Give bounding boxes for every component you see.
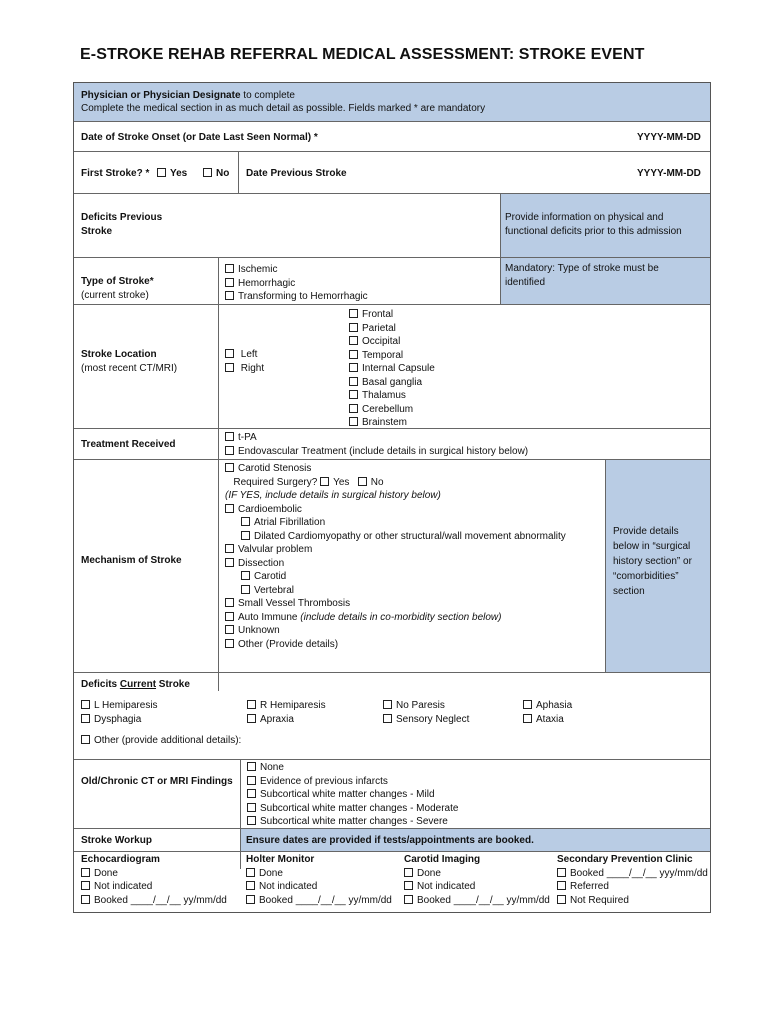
option-dysphagia[interactable]	[81, 713, 158, 727]
checkbox-icon[interactable]	[247, 714, 256, 723]
treatment-label: Treatment Received	[81, 439, 176, 450]
option-unknown[interactable]	[225, 624, 566, 638]
option-none[interactable]	[247, 761, 458, 775]
deficits-previous-label: Deficits Previous	[81, 212, 163, 223]
checkbox-icon[interactable]	[523, 700, 532, 709]
option-hemorrhagic[interactable]	[225, 277, 368, 291]
option-clinic-not-required[interactable]	[557, 894, 708, 908]
carotid-title: Carotid Imaging	[404, 854, 481, 865]
required-surgery-label: Required Surgery?	[233, 476, 318, 488]
option-carotid[interactable]	[225, 570, 566, 584]
note-line: below in “surgical	[613, 541, 691, 552]
mechanism-note	[613, 524, 692, 599]
checkbox-icon[interactable]	[225, 612, 234, 621]
option-r-hemiparesis[interactable]	[247, 699, 326, 713]
option-label: Carotid Stenosis	[238, 463, 312, 474]
checkbox-icon[interactable]	[225, 544, 234, 553]
option-cardioembolic[interactable]	[225, 503, 566, 517]
checkbox-icon[interactable]	[404, 895, 413, 904]
option-label: Other (Provide details)	[238, 638, 339, 650]
checkbox-icon[interactable]	[81, 735, 90, 744]
divider	[240, 759, 241, 869]
option-label: Atrial Fibrillation	[254, 517, 326, 528]
option-no-paresis[interactable]	[383, 699, 469, 713]
deficits-col-4	[523, 699, 572, 726]
checkbox-icon[interactable]	[246, 868, 255, 877]
option-label: Small Vessel Thrombosis	[238, 598, 351, 609]
option-auto-immune[interactable]	[225, 611, 566, 625]
option-label: Unknown	[238, 625, 280, 636]
option-carotid-not-indicated[interactable]	[404, 880, 550, 894]
checkbox-icon[interactable]	[349, 363, 358, 372]
option-label: Booked ____/__/__ yy/mm/dd	[259, 894, 392, 906]
first-stroke-no-option[interactable]	[203, 167, 229, 181]
checkbox-icon[interactable]	[241, 571, 250, 580]
old-chronic-label: Old/Chronic CT or MRI Findings	[81, 776, 233, 787]
option-dissection[interactable]	[225, 557, 566, 571]
divider	[74, 851, 710, 852]
previous-stroke-label: Date Previous Stroke	[246, 168, 347, 179]
option-label: Ischemic	[238, 264, 278, 275]
first-stroke-label: First Stroke? *	[81, 168, 150, 179]
checkbox-icon[interactable]	[320, 477, 329, 486]
workup-label: Stroke Workup	[81, 835, 152, 846]
option-label: Carotid	[254, 571, 287, 582]
checkbox-icon[interactable]	[241, 531, 250, 540]
divider	[74, 672, 710, 673]
option-label: Yes	[333, 476, 350, 488]
clinic-column	[557, 853, 708, 907]
option-label: Occipital	[362, 336, 401, 347]
checkbox-icon[interactable]	[225, 432, 234, 441]
checkbox-icon[interactable]	[247, 776, 256, 785]
option-thalamus[interactable]	[349, 389, 435, 403]
checkbox-icon[interactable]	[225, 363, 234, 372]
note-line: history section” or	[613, 556, 692, 567]
holter-column	[246, 853, 392, 907]
checkbox-icon[interactable]	[241, 517, 250, 526]
option-small-vessel[interactable]	[225, 597, 566, 611]
divider	[74, 151, 710, 152]
option-l-hemiparesis[interactable]	[81, 699, 158, 713]
stroke-location-sublabel: (most recent CT/MRI)	[81, 363, 178, 374]
divider	[74, 759, 710, 760]
option-apraxia[interactable]	[247, 713, 326, 727]
option-label: Transforming to Hemorrhagic	[238, 291, 368, 302]
stroke-location-regions	[349, 308, 435, 430]
option-label: Apraxia	[260, 713, 294, 725]
mechanism-label: Mechanism of Stroke	[81, 555, 182, 566]
checkbox-icon[interactable]	[225, 264, 234, 273]
option-echo-done[interactable]	[81, 867, 227, 881]
option-label: Valvular problem	[238, 544, 313, 555]
checkbox-icon[interactable]	[349, 309, 358, 318]
option-carotid-booked[interactable]	[404, 894, 550, 908]
mechanism-options	[225, 462, 566, 651]
header-line	[81, 89, 295, 103]
divider	[74, 121, 710, 122]
holter-title: Holter Monitor	[246, 854, 315, 865]
checkbox-icon[interactable]	[225, 504, 234, 513]
checkbox-icon[interactable]	[247, 816, 256, 825]
page-title: E-STROKE REHAB REFERRAL MEDICAL ASSESSMENT: STROKE EVENT	[80, 46, 645, 63]
option-cerebellum[interactable]	[349, 403, 435, 417]
if-yes-note: (IF YES, include details in surgical history below)	[225, 490, 441, 501]
option-label: L Hemiparesis	[94, 700, 158, 711]
option-label: Referred	[570, 881, 609, 892]
option-transforming[interactable]	[225, 290, 368, 304]
option-label: Not indicated	[259, 881, 318, 892]
option-label: Not Required	[570, 894, 629, 906]
checkbox-icon[interactable]	[349, 404, 358, 413]
option-label: R Hemiparesis	[260, 700, 326, 711]
checkbox-icon[interactable]	[225, 598, 234, 607]
option-valvular[interactable]	[225, 543, 566, 557]
option-label: Subcortical white matter changes - Mild	[260, 789, 435, 800]
onset-date-field[interactable]: YYYY-MM-DD	[637, 132, 701, 143]
checkbox-icon[interactable]	[349, 390, 358, 399]
option-tpa[interactable]	[225, 431, 528, 445]
clinic-title: Secondary Prevention Clinic	[557, 854, 693, 865]
option-label: Cardioembolic	[238, 503, 302, 515]
option-label: Done	[94, 867, 118, 879]
option-atrial-fibrillation[interactable]	[225, 516, 566, 530]
option-label: Booked ____/__/__ yyy/mm/dd	[570, 867, 708, 879]
option-aphasia[interactable]	[523, 699, 572, 713]
divider	[74, 304, 710, 305]
referral-form	[73, 82, 711, 913]
checkbox-icon[interactable]	[247, 762, 256, 771]
option-label: Booked ____/__/__ yy/mm/dd	[417, 894, 550, 906]
header-subtitle: Complete the medical section in as much detail as possible. Fields marked * are mandatory	[81, 103, 486, 114]
header-bold-label: Physician or Physician Designate	[81, 90, 241, 101]
checkbox-icon[interactable]	[157, 168, 166, 177]
option-carotid-done[interactable]	[404, 867, 550, 881]
required-surgery-line	[225, 476, 566, 490]
deficits-col-1	[81, 699, 158, 726]
option-holter-booked[interactable]	[246, 894, 392, 908]
checkbox-icon[interactable]	[247, 803, 256, 812]
option-label: Auto Immune	[238, 611, 301, 623]
checkbox-icon[interactable]	[557, 868, 566, 877]
option-label: Aphasia	[536, 700, 573, 711]
checkbox-icon[interactable]	[225, 558, 234, 567]
divider	[74, 428, 710, 429]
checkbox-icon[interactable]	[241, 585, 250, 594]
auto-immune-note: (include details in co-morbidity section below)	[300, 611, 502, 623]
checkbox-icon[interactable]	[523, 714, 532, 723]
checkbox-icon[interactable]	[349, 336, 358, 345]
option-label: Dysphagia	[94, 713, 142, 725]
divider	[218, 257, 219, 691]
checkbox-icon[interactable]	[349, 323, 358, 332]
option-basal-ganglia[interactable]	[349, 376, 435, 390]
checkbox-icon[interactable]	[81, 714, 90, 723]
label-part: Stroke	[156, 679, 190, 690]
option-other[interactable]	[225, 638, 566, 652]
header-rest-label: to complete	[240, 90, 295, 101]
deficits-col-2	[247, 699, 326, 726]
option-label: Brainstem	[362, 417, 408, 428]
option-label: Hemorrhagic	[238, 277, 296, 289]
option-label: Left	[240, 349, 258, 360]
checkbox-icon[interactable]	[81, 881, 90, 890]
stroke-location-sides	[225, 348, 264, 375]
option-label: None	[260, 762, 284, 773]
option-mild[interactable]	[247, 788, 458, 802]
stroke-type-note: Mandatory: Type of stroke must be	[505, 263, 659, 274]
option-label: Yes	[170, 168, 188, 179]
checkbox-icon[interactable]	[247, 700, 256, 709]
stroke-location-label: Stroke Location	[81, 349, 157, 360]
option-label: Cerebellum	[362, 403, 414, 415]
checkbox-icon[interactable]	[383, 700, 392, 709]
label-part: Current	[119, 679, 157, 690]
previous-stroke-date-field[interactable]: YYYY-MM-DD	[637, 168, 701, 179]
echo-column	[81, 853, 227, 907]
checkbox-icon[interactable]	[557, 881, 566, 890]
option-label: Dissection	[238, 557, 285, 569]
option-clinic-booked[interactable]	[557, 867, 708, 881]
stroke-type-options	[225, 263, 368, 304]
deficits-col-3	[383, 699, 469, 726]
option-label: Evidence of previous infarcts	[260, 775, 388, 787]
divider	[605, 459, 606, 672]
option-holter-not-indicated[interactable]	[246, 880, 392, 894]
option-label: Booked ____/__/__ yy/mm/dd	[94, 894, 227, 906]
stroke-type-sublabel: (current stroke)	[81, 290, 149, 301]
option-left[interactable]	[225, 348, 264, 362]
stroke-type-label: Type of Stroke*	[81, 276, 154, 287]
stroke-type-note-2: identified	[505, 277, 546, 288]
label-part: Deficits	[81, 679, 120, 690]
checkbox-icon[interactable]	[81, 868, 90, 877]
option-other-deficit[interactable]	[81, 734, 241, 748]
option-label: No Paresis	[396, 700, 445, 711]
note-line: section	[613, 586, 645, 597]
option-ataxia[interactable]	[523, 713, 572, 727]
option-label: Temporal	[362, 349, 404, 361]
option-frontal[interactable]	[349, 308, 435, 322]
option-label: Subcortical white matter changes - Moderate	[260, 802, 459, 814]
checkbox-icon[interactable]	[349, 417, 358, 426]
option-label: Basal ganglia	[362, 376, 423, 388]
checkbox-icon[interactable]	[225, 291, 234, 300]
option-ischemic[interactable]	[225, 263, 368, 277]
option-temporal[interactable]	[349, 349, 435, 363]
option-label: Thalamus	[362, 390, 406, 401]
option-right[interactable]	[225, 362, 264, 376]
option-sensory-neglect[interactable]	[383, 713, 469, 727]
checkbox-icon[interactable]	[358, 477, 367, 486]
option-label: Not indicated	[94, 881, 153, 892]
option-carotid-stenosis[interactable]	[225, 462, 566, 476]
option-label: Not indicated	[417, 881, 476, 892]
option-label: No	[216, 168, 230, 179]
first-stroke-yes-option[interactable]	[157, 167, 187, 181]
checkbox-icon[interactable]	[225, 446, 234, 455]
option-endovascular[interactable]	[225, 445, 528, 459]
option-echo-not-indicated[interactable]	[81, 880, 227, 894]
carotid-column	[404, 853, 550, 907]
option-label: Ataxia	[536, 713, 564, 725]
option-label: Frontal	[362, 309, 394, 320]
echo-title: Echocardiogram	[81, 854, 160, 865]
checkbox-icon[interactable]	[404, 881, 413, 890]
option-clinic-referred[interactable]	[557, 880, 708, 894]
option-label: Done	[259, 867, 283, 879]
note-line: “comorbidities”	[613, 571, 679, 582]
checkbox-icon[interactable]	[225, 278, 234, 287]
checkbox-icon[interactable]	[383, 714, 392, 723]
option-holter-done[interactable]	[246, 867, 392, 881]
checkbox-icon[interactable]	[246, 895, 255, 904]
treatment-options	[225, 431, 528, 458]
workup-note: Ensure dates are provided if tests/appointments are booked.	[246, 835, 534, 846]
checkbox-icon[interactable]	[247, 789, 256, 798]
option-moderate[interactable]	[247, 802, 458, 816]
deficits-previous-note-2: functional deficits prior to this admission	[505, 226, 682, 237]
option-label: Vertebral	[254, 584, 295, 596]
checkbox-icon[interactable]	[404, 868, 413, 877]
option-label: No	[370, 476, 384, 488]
onset-label: Date of Stroke Onset (or Date Last Seen Normal) *	[81, 132, 318, 143]
option-label: Endovascular Treatment (include details in surgical history below)	[238, 445, 529, 457]
option-dilated-cardiomyopathy[interactable]	[225, 530, 566, 544]
old-chronic-options	[247, 761, 458, 829]
checkbox-icon[interactable]	[225, 463, 234, 472]
option-label: Internal Capsule	[362, 363, 435, 374]
option-label: Parietal	[362, 322, 396, 334]
checkbox-icon[interactable]	[349, 350, 358, 359]
divider	[238, 151, 239, 193]
checkbox-icon[interactable]	[81, 700, 90, 709]
checkbox-icon[interactable]	[349, 377, 358, 386]
option-label: t-PA	[238, 432, 257, 443]
deficits-previous-note: Provide information on physical and	[505, 212, 664, 223]
checkbox-icon[interactable]	[203, 168, 212, 177]
option-echo-booked[interactable]	[81, 894, 227, 908]
option-label: Other (provide additional details):	[94, 735, 242, 746]
option-label: Subcortical white matter changes - Severe	[260, 816, 448, 827]
option-label: Done	[417, 867, 441, 879]
option-parietal[interactable]	[349, 322, 435, 336]
option-previous-infarcts[interactable]	[247, 775, 458, 789]
checkbox-icon[interactable]	[225, 625, 234, 634]
option-severe[interactable]	[247, 815, 458, 829]
checkbox-icon[interactable]	[246, 881, 255, 890]
checkbox-icon[interactable]	[225, 349, 234, 358]
deficits-previous-label-2: Stroke	[81, 226, 113, 237]
deficits-current-label	[81, 678, 190, 692]
option-label: Dilated Cardiomyopathy or other structural/wall movement abnormality	[254, 530, 566, 542]
checkbox-icon[interactable]	[225, 639, 234, 648]
option-label: Right	[240, 362, 265, 374]
checkbox-icon[interactable]	[557, 895, 566, 904]
option-label: Sensory Neglect	[396, 713, 470, 725]
option-internal-capsule[interactable]	[349, 362, 435, 376]
checkbox-icon[interactable]	[81, 895, 90, 904]
option-occipital[interactable]	[349, 335, 435, 349]
option-vertebral[interactable]	[225, 584, 566, 598]
note-line: Provide details	[613, 526, 679, 537]
